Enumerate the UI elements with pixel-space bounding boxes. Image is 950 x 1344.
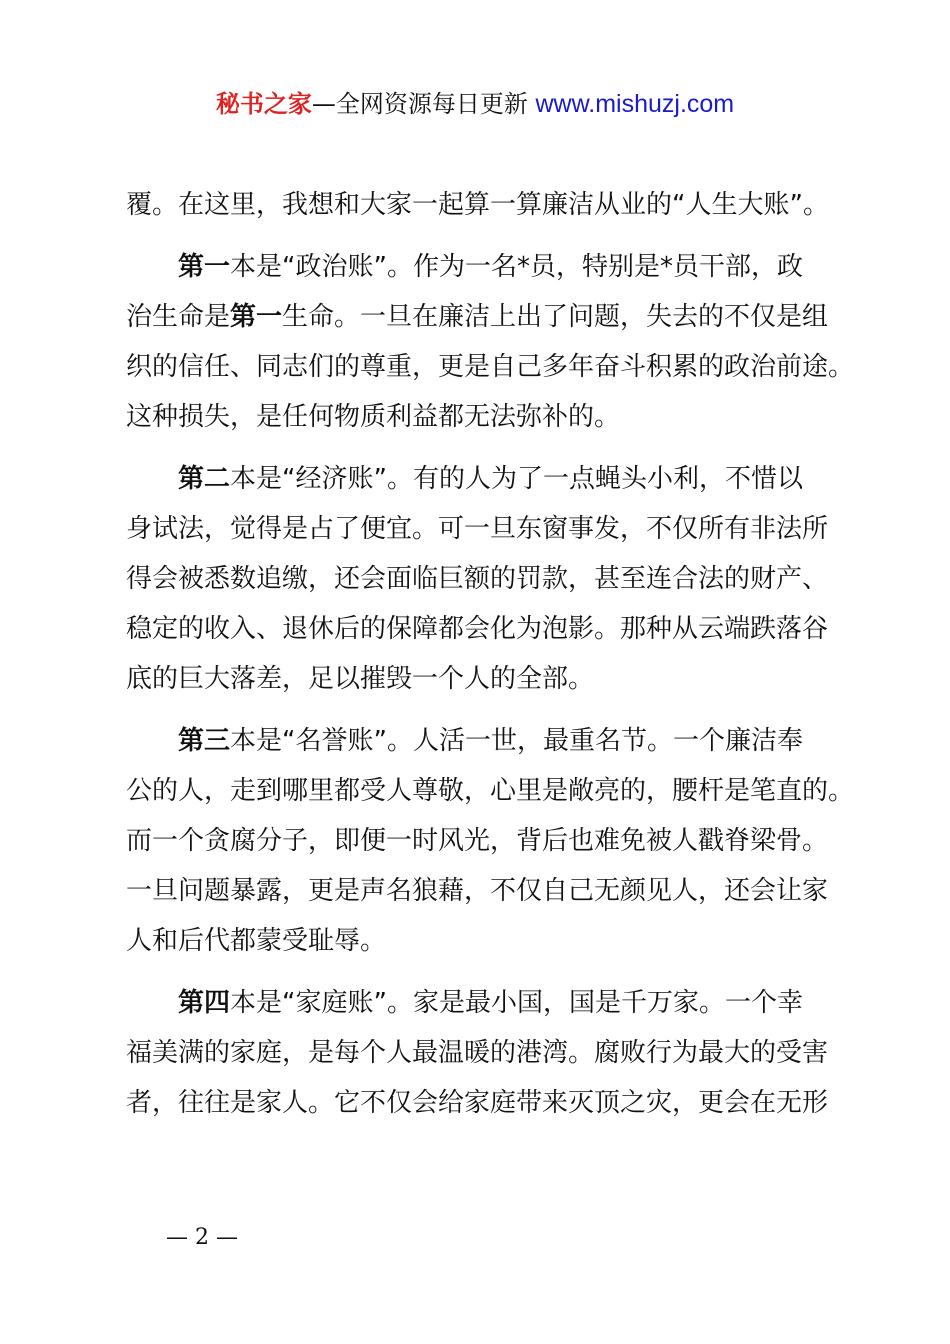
text-line: 福美满的家庭，是每个人最温暖的港湾。腐败行为最大的受害 (126, 1038, 829, 1068)
text-span: 本是“政治账”。作为一名*员，特别是*员干部，政 (230, 252, 803, 282)
text-line: 人和后代都蒙受耻辱。 (126, 926, 387, 956)
text-line: 而一个贪腐分子，即便一时风光，背后也难免被人戳脊梁骨。 (126, 826, 829, 856)
site-url-link[interactable]: www.mishuzj.com (535, 90, 735, 118)
site-slogan: —全网资源每日更新 (311, 90, 536, 118)
text-line: 底的巨大落差，足以摧毁一个人的全部。 (126, 664, 595, 694)
text-line: 公的人，走到哪里都受人尊敬，心里是敞亮的，腰杆是笔直的。 (126, 776, 855, 806)
paragraph-family-account (126, 978, 838, 1028)
document-body (126, 180, 855, 1128)
text-span: 本是“家庭账”。家是最小国，国是千万家。一个幸 (230, 988, 803, 1018)
text-line: 覆。在这里，我想和大家一起算一算廉洁从业的“人生大账”。 (126, 190, 829, 220)
text-line: 身试法，觉得是占了便宜。可一旦东窗事发，不仅所有非法所 (126, 514, 829, 544)
bold-emphasis: 第一 (230, 302, 283, 332)
text-span: 治生命是 (126, 302, 231, 332)
paragraph-economic-account (126, 454, 838, 504)
text-line: 者，往往是家人。它不仅会给家庭带来灭顶之灾，更会在无形 (126, 1088, 829, 1118)
page-number: — 2 — (166, 1225, 238, 1250)
text-span: 本是“名誉账”。人活一世，最重名节。一个廉洁奉 (230, 726, 803, 756)
paragraph-reputation-account (126, 716, 838, 766)
bold-lead: 第四 (178, 988, 231, 1018)
text-line: 得会被悉数追缴，还会面临巨额的罚款，甚至连合法的财产、 (126, 564, 829, 594)
text-span: 生命。一旦在廉洁上出了问题，失去的不仅是组 (282, 302, 829, 332)
text-line: 一旦问题暴露，更是声名狼藉，不仅自己无颜见人，还会让家 (126, 876, 829, 906)
bold-lead: 第三 (178, 726, 231, 756)
text-line (126, 292, 838, 342)
paragraph-political-account (126, 242, 838, 292)
text-line: 这种损失，是任何物质利益都无法弥补的。 (126, 402, 621, 432)
text-line: 织的信任、同志们的尊重，更是自己多年奋斗积累的政治前途。 (126, 352, 855, 382)
bold-lead: 第一 (178, 252, 231, 282)
text-span: 本是“经济账”。有的人为了一点蝇头小利，不惜以 (230, 464, 803, 494)
site-brand: 秘书之家 (215, 90, 312, 118)
site-header (0, 86, 950, 122)
text-line: 稳定的收入、退休后的保障都会化为泡影。那种从云端跌落谷 (126, 614, 829, 644)
bold-lead: 第二 (178, 464, 231, 494)
